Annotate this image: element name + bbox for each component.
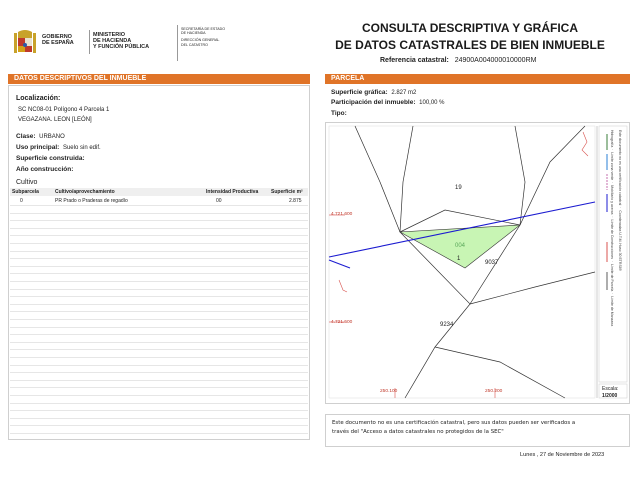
parcela-bar: PARCELA: [325, 74, 630, 84]
parcel-id-19: 19: [455, 185, 462, 191]
th-subparcela: Subparcela: [12, 189, 39, 195]
localizacion-line2: VEGAZANA. LEON [LEÓN]: [18, 117, 92, 123]
cell-intensidad: 00: [216, 198, 222, 204]
table-row: [10, 266, 308, 267]
table-row: [10, 228, 308, 229]
table-row: [10, 403, 308, 404]
table-row: [10, 425, 308, 426]
table-row: [10, 281, 308, 282]
parcel-id-9234: 9234: [440, 322, 454, 328]
th-superficie: Superficie m²: [271, 189, 303, 195]
coord-bottom: 4.721.500: [331, 320, 353, 325]
cell-subparcela: 0: [20, 198, 23, 204]
coord-x1: 250.100: [380, 389, 398, 394]
table-row: [10, 342, 308, 343]
superficie-construida-label: Superficie construida:: [16, 155, 85, 162]
localizacion-line1: SC NC08-01 Polígono 4 Parcela 1: [18, 107, 110, 113]
cell-cultivo: PR Prado o Praderas de regadío: [55, 198, 128, 204]
table-row: [10, 319, 308, 320]
notice-box: Este documento no es una certificación catastral, pero sus datos pueden ser verificados a través del "Acceso a datos catastrales no protegidos de la SEC": [325, 414, 630, 447]
parcel-id-1: 1: [457, 256, 461, 262]
localizacion-label: Localización:: [16, 95, 61, 102]
table-row: [10, 273, 308, 274]
table-row: [10, 410, 308, 411]
table-row: [10, 289, 308, 290]
header-divider-2: [177, 25, 178, 61]
referencia-catastral: Referencia catastral: 24900A004000010000RM: [380, 57, 537, 64]
parcel-id-004: 004: [455, 243, 466, 249]
th-intensidad: Intensidad Productiva: [206, 189, 259, 195]
parcel-id-9037: 9037: [485, 260, 499, 266]
table-row: [10, 311, 308, 312]
anio-construccion-label: Año construcción:: [16, 166, 74, 173]
map-legend: Hidrografía · Límite zona verde · Mobiliario y aceras · Límite de Construcciones · Límite de Parcela · Límite de Manzana: [610, 130, 614, 327]
uso-row: Uso principal: Suelo sin edif.: [16, 144, 101, 151]
table-row: [10, 296, 308, 297]
tipo-label: Tipo:: [331, 110, 347, 117]
table-row: [10, 387, 308, 388]
table-row: [10, 258, 308, 259]
table-row: [10, 334, 308, 335]
table-row: [10, 433, 308, 434]
page-title-line2: DE DATOS CATASTRALES DE BIEN INMUEBLE: [335, 38, 605, 52]
datos-descriptivos-bar: DATOS DESCRIPTIVOS DEL INMUEBLE: [8, 74, 310, 84]
table-row: [10, 304, 308, 305]
table-row: [10, 205, 308, 206]
table-row: [10, 349, 308, 350]
gobierno-text: GOBIERNO DE ESPAÑA: [42, 34, 74, 46]
coord-x2: 250.200: [485, 389, 503, 394]
table-row: [10, 395, 308, 396]
table-row: [10, 327, 308, 328]
table-row: [10, 372, 308, 373]
table-row: [10, 365, 308, 366]
table-row: [10, 251, 308, 252]
clase-row: Clase: URBANO: [16, 133, 65, 140]
cultivo-title: Cultivo: [16, 179, 38, 186]
ministerio-text: MINISTERIO DE HACIENDA Y FUNCIÓN PÚBLICA: [93, 32, 150, 50]
coat-of-arms-logo: [14, 30, 36, 56]
table-row: [10, 213, 308, 214]
cadastral-map: [325, 122, 630, 404]
escala-value: 1/2000: [602, 393, 618, 399]
table-row: [10, 380, 308, 381]
cell-superficie: 2.875: [289, 198, 302, 204]
table-row: [10, 220, 308, 221]
table-row: [10, 357, 308, 358]
escala-label: Escala:: [602, 386, 619, 392]
footer-date: Lunes , 27 de Noviembre de 2023: [520, 452, 605, 458]
superficie-grafica-row: Superficie gráfica: 2.827 m2: [331, 89, 417, 96]
secretaria-text: SECRETARÍA DE ESTADO DE HACIENDA DIRECCIÓN GENERAL DEL CATASTRO: [181, 27, 225, 47]
participacion-row: Participación del inmueble: 100,00 %: [331, 99, 445, 106]
table-row: [10, 418, 308, 419]
page-title-line1: CONSULTA DESCRIPTIVA Y GRÁFICA: [361, 21, 578, 35]
table-row: [10, 235, 308, 236]
map-legend-note: Este documento no es una certificación catastral · Coordenadas U.T.M. Huso 30 ETRS89: [618, 130, 622, 271]
table-row: [10, 243, 308, 244]
th-cultivo: Cultivo/aprovechamiento: [55, 189, 115, 195]
header-divider: [89, 30, 90, 54]
coord-top: 4.721.600: [331, 212, 353, 217]
